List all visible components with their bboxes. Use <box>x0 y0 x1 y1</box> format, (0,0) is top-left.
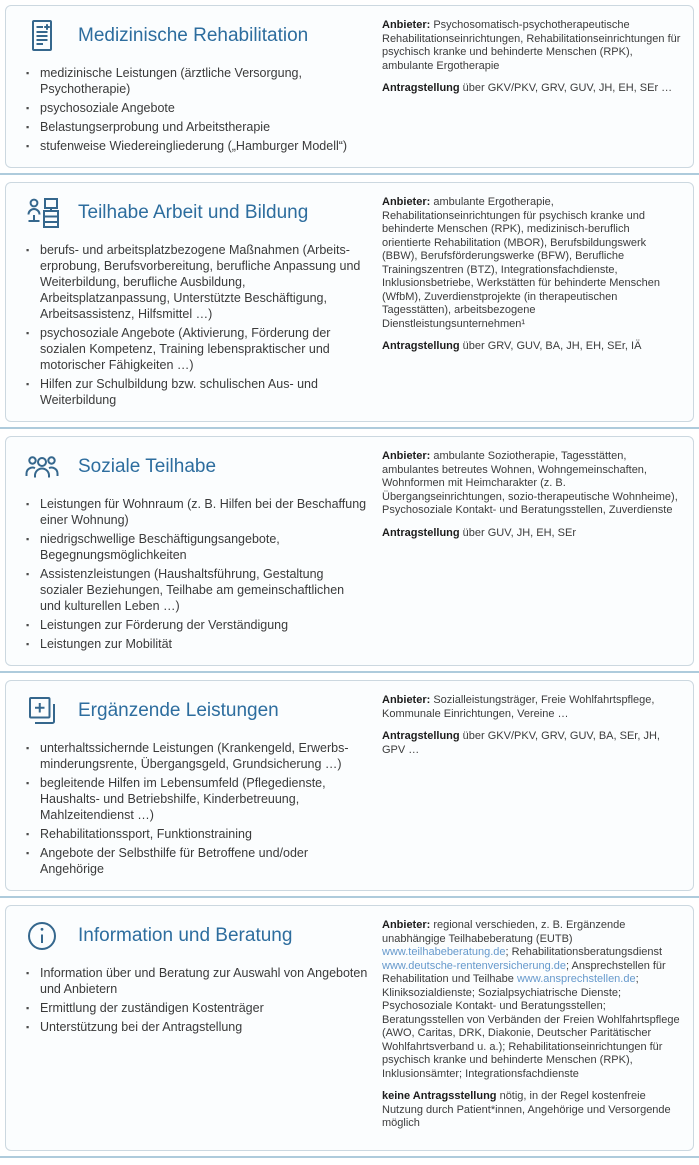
section-card <box>5 436 694 666</box>
bold-label: Anbieter: <box>382 450 431 462</box>
sections-container <box>0 5 699 1158</box>
anbieter-paragraph: Anbieter: Sozialleistungsträger, Freie Wohlfahrtspflege, Kommunale Einrichtungen, Vereine … <box>382 694 655 720</box>
antragstellung-paragraph: Antragstellung über GKV/PKV, GRV, GUV, BA, SEr, JH, GPV … <box>382 730 660 756</box>
section-left-column <box>18 16 368 157</box>
bullet-item: ▪ Unterstützung bei der Antragstellung <box>26 1019 368 1035</box>
bullet-list <box>18 496 368 652</box>
bold-label: Anbieter: <box>382 196 431 208</box>
antragstellung-paragraph: Antragstellung über GKV/PKV, GRV, GUV, JH, EH, SEr … <box>382 82 673 94</box>
bold-label: Antragstellung <box>382 340 460 352</box>
bullet-list <box>18 740 368 877</box>
section-block <box>0 905 699 1158</box>
bullet-item: ▪ begleitende Hilfen im Lebensumfeld (Pflegedienste, Haushalts- und Betriebshilfe, Kinderbetreuung, Mahlzeitendienst …) <box>26 775 368 823</box>
bullet-item: ▪ Information über und Beratung zur Auswahl von Angeboten und Anbietern <box>26 965 368 997</box>
section-header <box>18 693 368 729</box>
provider-info-column <box>382 16 681 157</box>
antragstellung-paragraph: Antragstellung über GUV, JH, EH, SEr <box>382 526 576 539</box>
section-title: Ergänzende Leistungen <box>78 700 279 721</box>
bold-label: Antragstellung <box>382 82 460 94</box>
bullet-item: ▪ Rehabilitationssport, Funktionstraining <box>26 826 368 842</box>
section-title: Information und Beratung <box>78 925 293 946</box>
section-header <box>18 18 368 54</box>
section-header <box>18 918 368 954</box>
bold-label: Anbieter: <box>382 919 431 931</box>
section-card <box>5 680 694 891</box>
section-left-column <box>18 916 368 1140</box>
bullet-item: ▪ Hilfen zur Schulbildung bzw. schulischen Aus- und Weiterbildung <box>26 376 368 408</box>
bullet-item: ▪ stufenweise Wiedereingliederung („Hamburger Modell“) <box>26 138 368 154</box>
section-title: Medizinische Rehabilitation <box>78 25 309 46</box>
bullet-item: ▪ niedrigschwellige Beschäftigungsangebote, Begegnungsmöglichkeiten <box>26 531 368 563</box>
people-group-icon <box>24 449 60 485</box>
bullet-list <box>18 65 368 154</box>
bullet-item: ▪ Leistungen für Wohnraum (z. B. Hilfen bei der Beschaffung einer Wohnung) <box>26 496 368 528</box>
bold-label: keine Antragsstellung <box>382 1090 497 1102</box>
section-header <box>18 195 368 231</box>
anbieter-paragraph: Anbieter: regional verschieden, z. B. Ergänzende unabhängige Teilhabeberatung (EUTB) www.teilhabeberatung.de; Rehabilitationsberatungsdienst www.deutsche-rentenversicherung.de; Ansprechstellen für Rehabilitation und Teilhabe www.ansprechstellen.de; Kliniksozialdienste; Sozialpsychiatrische Dienste; Psychosoziale Kontakt- und Beratungsstellen; Beratungsstellen von Verbänden der Freien Wohlfahrtspflege (AWO, Caritas, DRK, Diakonie, Deutscher Paritätischer Wohlfahrtsverband u. a.); Rehabilitationseinrichtungen für psychisch kranke und behinderte Menschen (RPK), Inklusionsämter; Integrationsfachdienste <box>382 919 680 1080</box>
external-link[interactable]: www.teilhabeberatung.de <box>382 946 506 958</box>
bullet-item: ▪ medizinische Leistungen (ärztliche Versorgung, Psychotherapie) <box>26 65 368 97</box>
bullet-item: ▪ psychosoziale Angebote <box>26 100 368 116</box>
provider-info-column <box>382 193 681 411</box>
bold-label: Anbieter: <box>382 19 431 31</box>
external-link[interactable]: www.deutsche-rentenversicherung.de <box>382 959 567 972</box>
bullet-item: ▪ Angebote der Selbsthilfe für Betroffene und/oder Angehörige <box>26 845 368 877</box>
section-separator <box>0 896 699 898</box>
section-card <box>5 905 694 1151</box>
anbieter-paragraph: Anbieter: ambulante Soziotherapie, Tagesstätten, ambulantes betreutes Wohnen, Wohngemeinschaften, Wohnformen mit Heimcharakter (z. B. Übergangseinrichtungen, sozio-therapeutische Wohnheime), Psychosoziale Kontakt- und Beratungsstellen, Zuverdienste <box>382 450 678 516</box>
provider-info-column <box>382 916 681 1140</box>
medical-report-plus-icon <box>24 18 60 54</box>
antragstellung-paragraph: keine Antragsstellung nötig, in der Regel kostenfreie Nutzung durch Patient*innen, Angehörige und Versorgende möglich <box>382 1090 671 1129</box>
bullet-item: ▪ Leistungen zur Förderung der Verständigung <box>26 617 368 633</box>
section-card <box>5 182 694 422</box>
bullet-item: ▪ berufs- und arbeitsplatzbezogene Maßnahmen (Arbeitserprobung, Berufsvorbereitung, berufliche Anpassung und Weiterbildung, berufliche Ausbildung, Arbeitsplatzanpassung, Unterstützte Beschäftigung, Arbeitsassistenz, Hilfsmittel …) <box>26 242 368 322</box>
bullet-list <box>18 965 368 1035</box>
desk-workstation-icon <box>24 195 60 231</box>
section-separator <box>0 173 699 175</box>
bullet-item: ▪ Belastungserprobung und Arbeitstherapie <box>26 119 368 135</box>
external-link[interactable]: www.ansprechstellen.de <box>516 973 636 985</box>
bullet-item: ▪ unterhaltssichernde Leistungen (Krankengeld, Erwerbsminderungsrente, Übergangsgeld, Grundsicherung …) <box>26 740 368 772</box>
section-left-column <box>18 447 368 655</box>
section-title: Teilhabe Arbeit und Bildung <box>78 202 309 223</box>
section-separator <box>0 427 699 429</box>
anbieter-paragraph: Anbieter: Psychosomatisch-psychotherapeutische Rehabilitationseinrichtungen, Rehabilitationseinrichtungen für psychisch kranke und behinderte Menschen (RPK), ambulante Ergotherapie <box>382 19 681 72</box>
section-card <box>5 5 694 168</box>
bold-label: Antragstellung <box>382 730 460 742</box>
bullet-item: ▪ Ermittlung der zuständigen Kostenträger <box>26 1000 368 1016</box>
section-block <box>0 680 699 898</box>
bullet-list <box>18 242 368 408</box>
section-block <box>0 182 699 429</box>
plus-square-icon <box>24 693 60 729</box>
section-block <box>0 5 699 175</box>
section-separator <box>0 671 699 673</box>
section-left-column <box>18 193 368 411</box>
provider-info-column <box>382 691 681 880</box>
bullet-item: ▪ psychosoziale Angebote (Aktivierung, Förderung der sozialen Kompetenz, Training lebenspraktischer und motorischer Fähigkeiten …) <box>26 325 368 373</box>
bullet-item: ▪ Assistenzleistungen (Haushaltsführung, Gestaltung sozialer Beziehungen, Teilhabe am gemeinschaftlichen und kulturellen Leben …) <box>26 566 368 614</box>
section-title: Soziale Teilhabe <box>78 456 217 477</box>
section-block <box>0 436 699 673</box>
bold-label: Antragstellung <box>382 526 460 539</box>
anbieter-paragraph: Anbieter: ambulante Ergotherapie, Rehabilitationseinrichtungen für psychisch kranke und behinderte Menschen (RPK), medizinisch-beruflich orientierte Rehabilitation (MBOR), Berufsbildungswerk (BBW), Berufsförderungswerke (BFW), Berufliche Trainingszentren (BTZ), Integrationsfachdienste, Inklusionsbetriebe, Werkstätten für behinderte Menschen (WfbM), Zuverdienstprojekte (in therapeutischen Tagesstätten), arbeitsbezogene Dienstleistungsunternehmen¹ <box>382 196 661 330</box>
info-circle-icon <box>24 918 60 954</box>
section-separator <box>0 1156 699 1158</box>
antragstellung-paragraph: Antragstellung über GRV, GUV, BA, JH, EH, SEr, IÄ <box>382 340 642 352</box>
bold-label: Anbieter: <box>382 694 431 706</box>
provider-info-column <box>382 447 681 655</box>
bullet-item: ▪ Leistungen zur Mobilität <box>26 636 368 652</box>
section-header <box>18 449 368 485</box>
section-left-column <box>18 691 368 880</box>
